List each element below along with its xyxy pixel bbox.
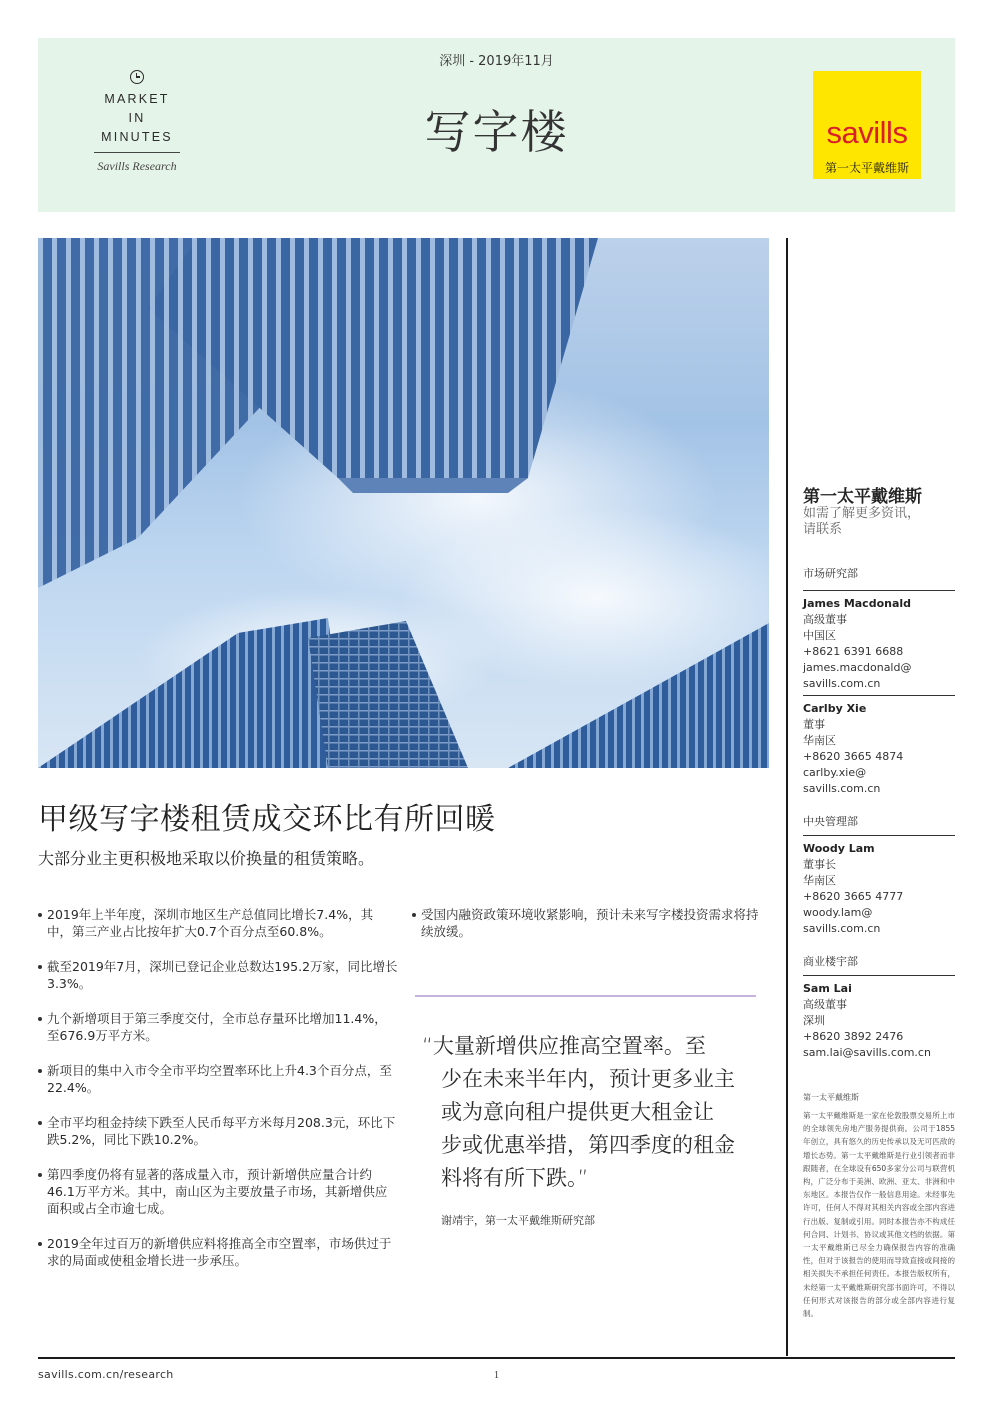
contact-card [803,975,955,1061]
article-subhead: 大部分业主更积极地采取以价换量的租赁策略。 [38,849,375,868]
contact-phone: +8621 6391 6688 [803,645,904,658]
contact-phone: +8620 3665 4777 [803,890,904,903]
report-title: 写字楼 [424,105,569,159]
about-title: 第一太平戴维斯 [803,1093,859,1102]
footer-divider [38,1357,955,1359]
clock-icon [130,70,144,84]
contact-phone: +8620 3892 2476 [803,1030,904,1043]
contact-email[interactable]: woody.lam@ [803,906,873,919]
contact-email[interactable]: savills.com.cn [803,922,881,935]
list-item: 截至2019年7月，深圳已登记企业总数达195.2万家，同比增长3.3%。 [38,958,398,992]
skyscraper-illustration [38,238,769,768]
logo-line: MARKET [104,92,170,106]
list-item: 受国内融资政策环境收紧影响，预计未来写字楼投资需求将持续放缓。 [412,906,768,940]
contact-name: Carlby Xie [803,702,867,715]
contact-name: Woody Lam [803,842,875,855]
quote-line: 步或优惠举措，第四季度的租金 [441,1133,735,1157]
hero-image-skyscrapers [38,238,769,768]
savills-wordmark: savills [826,115,908,150]
savills-cn-name: 第一太平戴维斯 [824,161,909,175]
quote-line: 或为意向租户提供更大租金让 [441,1100,714,1124]
contact-title: 高级董事 [803,613,847,626]
contact-email[interactable]: carlby.xie@ [803,766,867,779]
contact-region: 华南区 [803,874,836,887]
contact-email[interactable]: sam.lai@savills.com.cn [803,1046,931,1059]
footer-link[interactable]: savills.com.cn/research [38,1368,174,1381]
contact-card [803,835,955,937]
contact-card [803,695,955,797]
quote-line: 少在未来半年内，预计更多业主 [441,1067,735,1091]
contact-region: 华南区 [803,734,836,747]
sidebar-brand: 第一太平戴维斯 [803,487,922,507]
quote-divider [415,995,756,997]
savills-logo [813,71,921,179]
contact-title: 董事长 [803,858,836,871]
contact-prompt-line: 请联系 [803,522,843,537]
contact-email[interactable]: savills.com.cn [803,677,881,690]
quote-author: 谢靖宇，第一太平戴维斯研究部 [441,1214,595,1227]
contact-title: 董事 [803,718,825,731]
report-header [38,38,955,212]
article-headline: 甲级写字楼租赁成交环比有所回暖 [38,802,496,837]
list-item: 第四季度仍将有显著的落成量入市，预计新增供应量合计约46.1万平方米。其中，南山区为主要放量子市场，其新增供应面积或占全市逾七成。 [38,1166,398,1217]
page-number: 1 [494,1370,499,1381]
contact-card [803,590,955,692]
section-title-commercial: 商业楼宇部 [803,955,858,968]
section-title-research: 市场研究部 [803,567,858,580]
about-savills [803,1092,955,1320]
about-disclaimer: 第一太平戴维斯是一家在伦敦股票交易所上市的全球领先房地产服务提供商。公司于1855年创立，具有悠久的历史传承以及无可匹敌的增长态势。第一太平戴维斯是行业引领者而非跟随者，在全球设有650多家分公司与联营机构，广泛分布于美洲、欧洲、亚太、非洲和中东地区。本报告仅作一般信息用途。未经事先许可，任何人不得对其相关内容或全部内容进行出版、复制或引用。同时本报告亦不构成任何合同、计划书、协议或其他文档的依据。第一太平戴维斯已尽全力确保报告内容的准确性，但对于该报告的使用而导致直接或间接的相关损失不承担任何责任。本报告版权所有，未经第一太平戴维斯研究部书面许可，不得以任何形式对该报告的部分或全部内容进行复制。 [803,1111,955,1319]
contact-email[interactable]: james.macdonald@ [803,661,912,674]
key-points-right [412,906,768,940]
logo-subtitle: Savills Research [97,159,177,173]
contact-prompt-line: 如需了解更多资讯， [803,506,921,521]
contact-name: James Macdonald [803,597,912,610]
list-item: 新项目的集中入市令全市平均空置率环比上升4.3个百分点，至22.4%。 [38,1062,398,1096]
pull-quote [422,1030,762,1195]
list-item: 九个新增项目于第三季度交付，全市总存量环比增加11.4%，至676.9万平方米。 [38,1010,398,1044]
list-item: 全市平均租金持续下跌至人民币每平方米每月208.3元，环比下跌5.2%，同比下跌10.2%。 [38,1114,398,1148]
list-item: 2019年上半年度，深圳市地区生产总值同比增长7.4%，其中，第三产业占比按年扩大0.7个百分点至60.8%。 [38,906,398,940]
quote-line: 料将有所下跌。” [441,1166,589,1190]
logo-line: IN [128,111,146,125]
sidebar-contact-prompt [803,506,953,538]
contact-phone: +8620 3665 4874 [803,750,904,763]
contact-name: Sam Lai [803,982,852,995]
logo-line: MINUTES [101,130,173,144]
contact-title: 高级董事 [803,998,847,1011]
contact-region: 深圳 [803,1014,825,1027]
column-divider [786,238,788,1356]
section-title-management: 中央管理部 [803,815,858,828]
quote-line: “大量新增供应推高空置率。至 [422,1034,706,1058]
report-date: 深圳 - 2019年11月 [439,54,554,69]
list-item: 2019全年过百万的新增供应料将推高全市空置率，市场供过于求的局面或使租金增长进一步承压。 [38,1235,398,1269]
contact-email[interactable]: savills.com.cn [803,782,881,795]
contact-region: 中国区 [803,629,836,642]
key-points-left [38,906,398,1287]
